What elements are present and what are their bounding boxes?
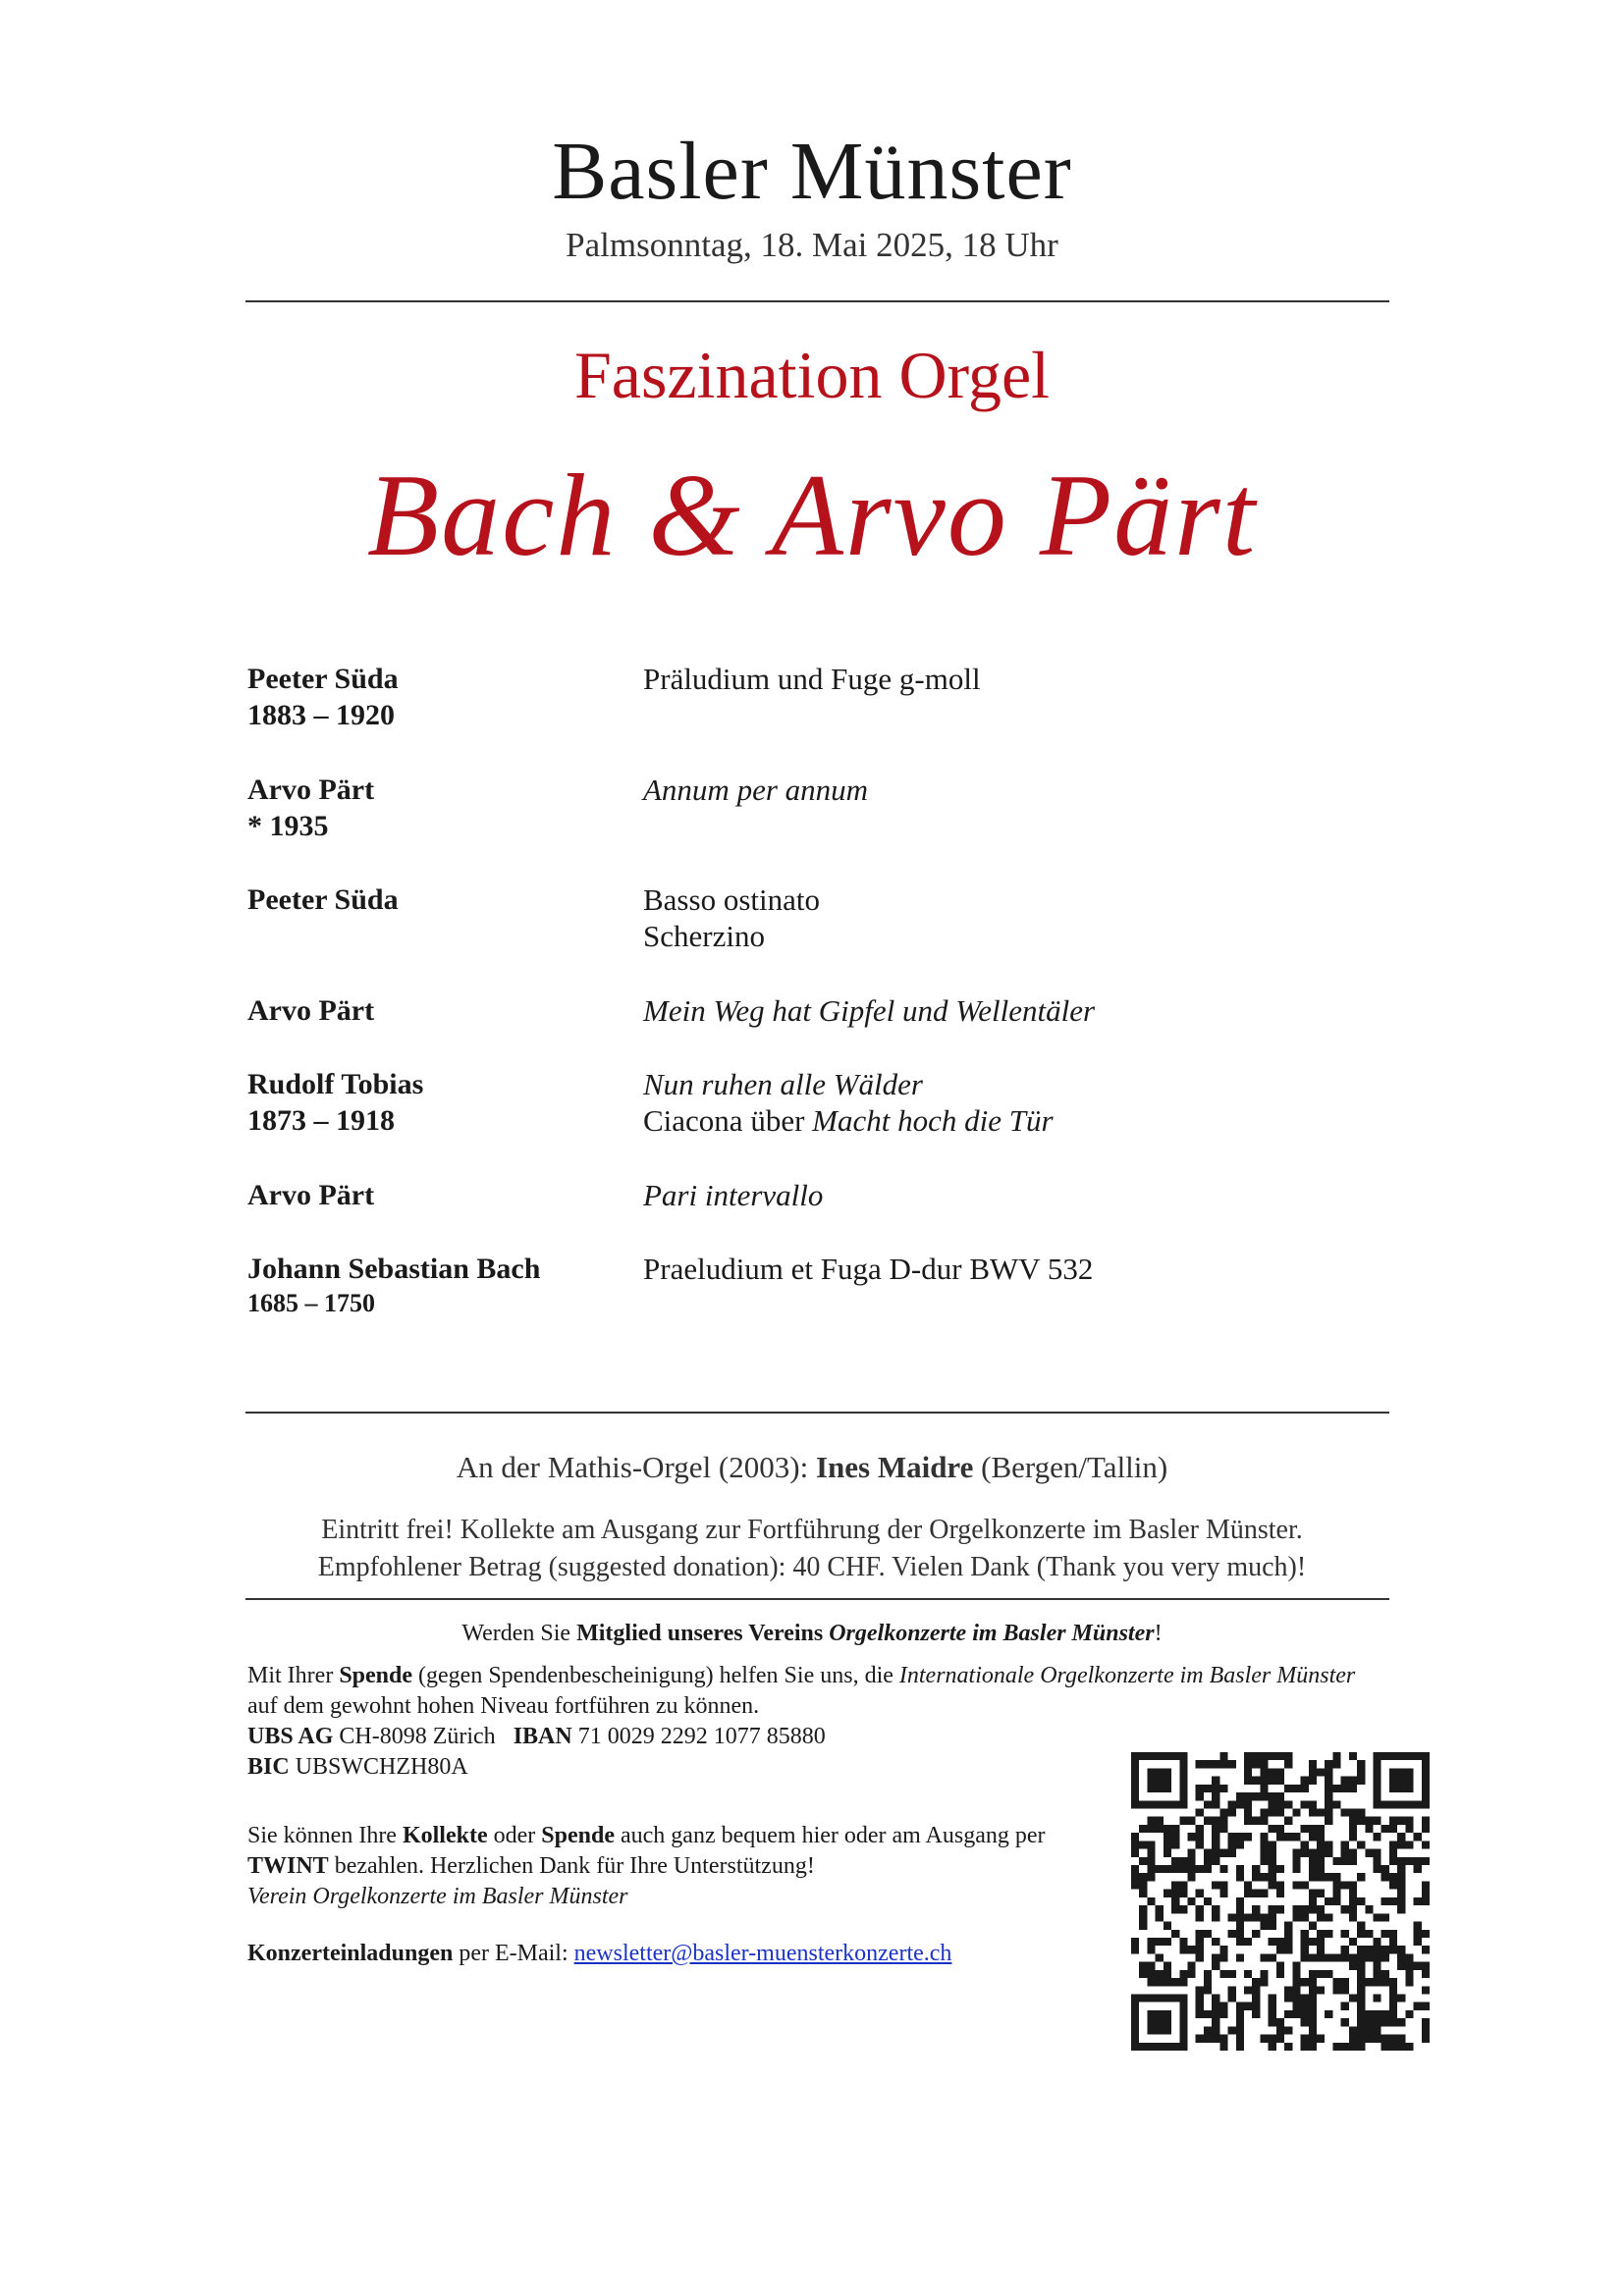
iban-label: IBAN xyxy=(513,1724,572,1749)
admission-info xyxy=(0,1512,1624,1586)
program-work xyxy=(643,881,1389,954)
composer-name: Arvo Pärt xyxy=(247,1179,375,1211)
work-line xyxy=(643,1102,1389,1139)
membership-prefix: Werden Sie xyxy=(461,1621,577,1646)
composer-name: Arvo Pärt xyxy=(247,774,375,806)
concert-series-name: Internationale Orgelkonzerte im Basler Münster xyxy=(898,1663,1356,1688)
program-work xyxy=(643,1177,1389,1213)
membership-suffix: ! xyxy=(1154,1621,1163,1646)
association-signature: Verein Orgelkonzerte im Basler Münster xyxy=(247,1884,628,1909)
composer-dates: 1873 – 1918 xyxy=(247,1104,395,1137)
spende-keyword: Spende xyxy=(541,1823,615,1848)
work-title: Scherzino xyxy=(643,919,765,953)
admission-line: Eintritt frei! Kollekte am Ausgang zur Fortführung der Orgelkonzerte im Basler Münster. xyxy=(321,1515,1303,1545)
qr-code-icon[interactable] xyxy=(1131,1752,1430,2051)
iban-value: 71 0029 2292 1077 85880 xyxy=(571,1724,826,1749)
work-title: Annum per annum xyxy=(643,773,869,807)
work-title: Präludium und Fuge g-moll xyxy=(643,662,981,696)
twint-text xyxy=(247,1821,1111,1882)
program-composer xyxy=(247,1177,621,1213)
work-title: Basso ostinato xyxy=(643,882,820,917)
donation-text-part: Mit Ihrer xyxy=(247,1663,340,1688)
twint-text-part: Sie können Ihre xyxy=(247,1823,403,1848)
program-work xyxy=(643,661,1389,697)
composer-name: Johann Sebastian Bach xyxy=(247,1253,541,1285)
concert-headline: Bach & Arvo Pärt xyxy=(366,450,1258,580)
bic-label: BIC xyxy=(247,1754,290,1780)
venue-title: Basler Münster xyxy=(552,126,1072,217)
program-work xyxy=(643,1066,1389,1139)
composer-name: Rudolf Tobias xyxy=(247,1068,424,1100)
work-title: Praeludium et Fuga D-dur BWV 532 xyxy=(643,1252,1094,1286)
donation-text xyxy=(247,1661,1377,1722)
bank-line xyxy=(247,1722,1377,1752)
composer-dates: * 1935 xyxy=(247,810,329,842)
membership-bold: Mitglied unseres Vereins xyxy=(576,1621,830,1646)
concert-date: Palmsonntag, 18. Mai 2025, 18 Uhr xyxy=(566,226,1058,264)
twint-keyword: TWINT xyxy=(247,1853,329,1879)
newsletter-info xyxy=(247,1939,1111,1969)
program-composer xyxy=(247,881,621,918)
composer-name: Peeter Süda xyxy=(247,883,399,916)
membership-line xyxy=(0,1618,1624,1649)
performer-prefix: An der Mathis-Orgel (2003): xyxy=(456,1450,816,1484)
twint-text-part: auch ganz bequem hier oder am Ausgang per xyxy=(614,1823,1046,1848)
twint-text-part: oder xyxy=(487,1823,542,1848)
bank-city: CH-8098 Zürich xyxy=(333,1724,514,1749)
bank-label: UBS AG xyxy=(247,1724,334,1749)
newsletter-email-link[interactable]: newsletter@basler-muensterkonzerte.ch xyxy=(573,1941,952,1966)
work-title: Mein Weg hat Gipfel und Wellentäler xyxy=(643,993,1096,1028)
divider-bottom xyxy=(245,1598,1389,1600)
divider-middle xyxy=(245,1412,1389,1414)
kollekte-keyword: Kollekte xyxy=(402,1823,488,1848)
work-title: Nun ruhen alle Wälder xyxy=(643,1067,923,1101)
composer-name: Peeter Süda xyxy=(247,663,399,695)
performer-suffix: (Bergen/Tallin) xyxy=(973,1450,1168,1484)
newsletter-text: per E-Mail: xyxy=(453,1941,574,1966)
newsletter-label: Konzerteinladungen xyxy=(247,1941,454,1966)
composer-dates: 1883 – 1920 xyxy=(247,699,395,731)
work-prefix: Ciacona über xyxy=(643,1103,813,1138)
bic-value: UBSWCHZH80A xyxy=(289,1754,468,1780)
donation-text-part: auf dem gewohnt hohen Niveau fortführen zu können. xyxy=(247,1693,760,1719)
association-name: Orgelkonzerte im Basler Münster xyxy=(829,1621,1155,1646)
program-work xyxy=(643,992,1389,1029)
donation-keyword: Spende xyxy=(339,1663,413,1688)
admission-line: Empfohlener Betrag (suggested donation): 40 CHF. Vielen Dank (Thank you very much)! xyxy=(317,1552,1307,1582)
work-title: Macht hoch die Tür xyxy=(812,1103,1054,1138)
concert-series: Faszination Orgel xyxy=(573,338,1051,412)
donation-text-part: (gegen Spendenbescheinigung) helfen Sie uns, die xyxy=(412,1663,899,1688)
program-composer xyxy=(247,1251,621,1320)
program-composer xyxy=(247,992,621,1029)
performer-line xyxy=(0,1448,1624,1487)
work-title: Pari intervallo xyxy=(643,1178,824,1212)
composer-dates: 1685 – 1750 xyxy=(247,1289,375,1317)
program-composer xyxy=(247,772,621,844)
performer-name: Ines Maidre xyxy=(815,1450,974,1484)
program-work xyxy=(643,772,1389,808)
twint-info xyxy=(247,1821,1111,1912)
twint-text-part: bezahlen. Herzlichen Dank für Ihre Unterstützung! xyxy=(328,1853,815,1879)
program-composer xyxy=(247,1066,621,1139)
program-work xyxy=(643,1251,1389,1287)
divider-top xyxy=(245,300,1389,302)
composer-name: Arvo Pärt xyxy=(247,994,375,1027)
program-composer xyxy=(247,661,621,733)
